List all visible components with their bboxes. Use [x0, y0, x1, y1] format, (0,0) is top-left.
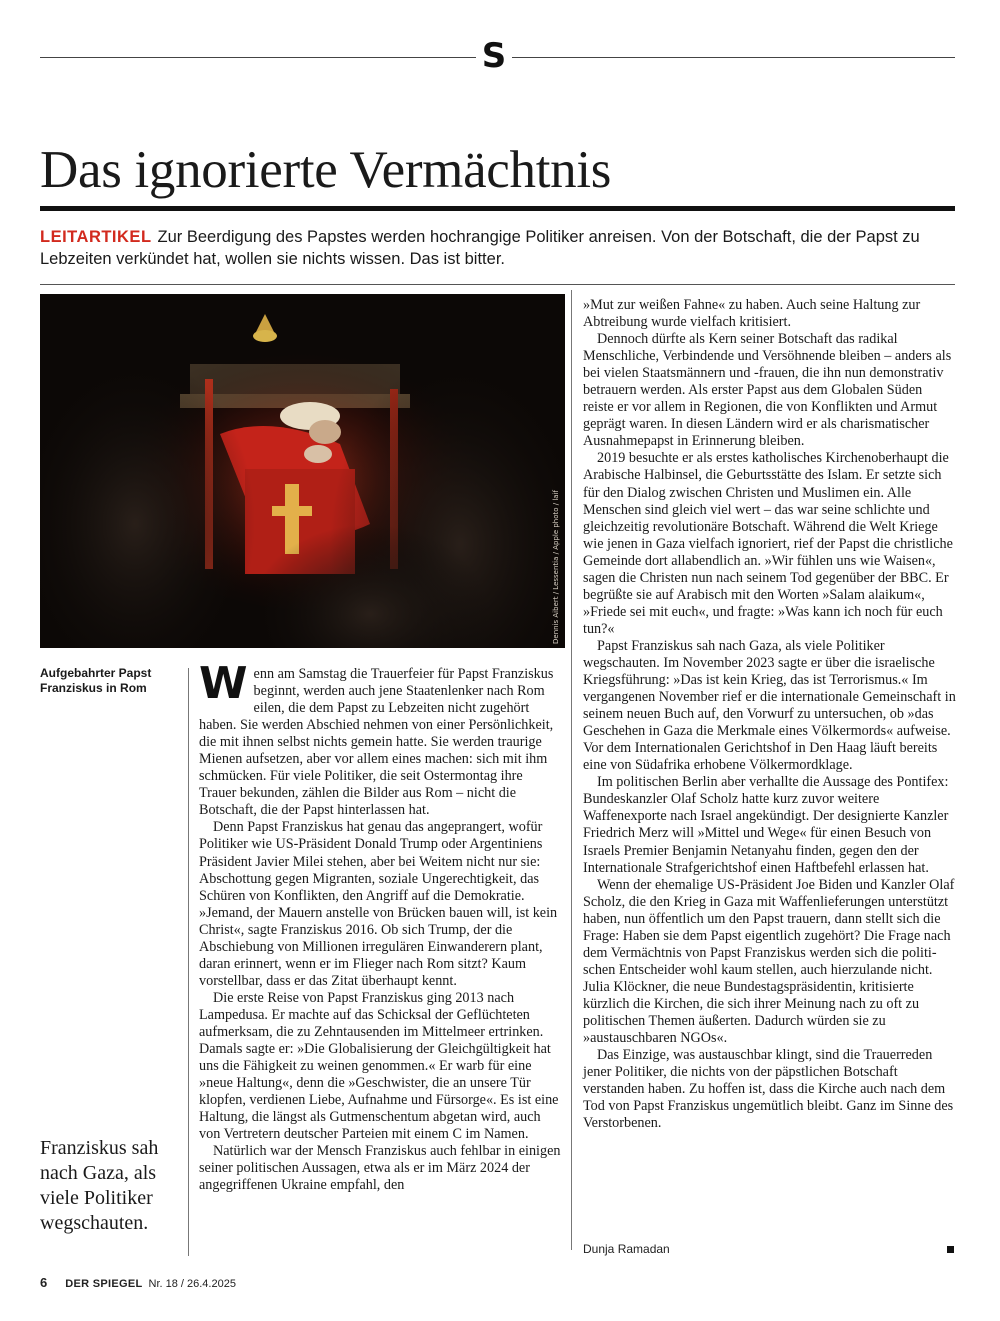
pull-quote: Franziskus sah nach Gaza, als viele Politiker wegschauten.: [40, 1137, 159, 1234]
column-divider-right: [571, 290, 572, 1250]
paragraph: »Mut zur weißen Fahne« zu haben. Auch seine Haltung zur Abtreibung wurde vielfach kritisiert.: [583, 297, 921, 331]
paragraph: Im politischen Berlin aber verhallte die Aussage des Pontifex: Bundeskanzler Olaf Scholz hatte kurz zuvor weitere Waffenexporte nach Israel angekündigt. Der designierte Kanzler Friedrich Merz will »Mittel und Wege« für einen Besuch von Israels Premier Benjamin Netanyahu finden, gegen den der Internationale Strafgerichtshof einen Haftbefehl erlassen hat.: [583, 774, 949, 876]
paragraph: Das Einzige, was austauschbar klingt, sind die Trauerreden jener Politiker, die nichts von der päpstlichen Botschaft verstanden haben. Zu hoffen ist, dass die Kirche auch nach dem Tod von Papst Franziskus ungemütlich bleibt. Ganz im Sinne des Verstorbenen.: [583, 1047, 954, 1132]
pope-lying-in-state-image: [40, 294, 565, 648]
lead-rule: [40, 284, 955, 285]
end-mark: [947, 1246, 954, 1253]
headline: Das ignorierte Vermächtnis: [40, 141, 612, 199]
article-column-2: [199, 658, 563, 1194]
photo-caption: Aufgebahrter Papst Franziskus in Rom: [40, 666, 152, 695]
top-rule-right: [512, 57, 955, 58]
top-rule-left: [40, 57, 476, 58]
paragraph: Dennoch dürfte als Kern seiner Botschaft das radikal Menschliche, Verbindende und Versöhnende bleiben – anders als bei vielen Staatsmännern und -frauen, die ihn nun demonstrativ betrauern werden. Als erster Papst aus dem Globalen Süden reiste er vor allem in Regionen, die von Konflikten und Armut geprägt waren. In diesen Ländern wird er als charismatischer Ausnahmepapst in Erinnerung bleiben.: [583, 331, 952, 450]
drop-cap: W: [199, 658, 248, 709]
paragraph: Papst Franziskus sah nach Gaza, als viele Politiker wegschauten. Im November 2023 sagte er über die israelische Kriegsführung: »Das ist kein Krieg, das ist Terrorismus.« Im vergangenen November rief er die internationale Gemeinschaft in seinem neuen Buch auf, den Vorwurf zu untersuchen, ob »das Geschehen in Gaza die Merkmale eines Völkermords« aufweise. Vor dem Internationalen Gerichtshof in Den Haag läuft bereits eine von Südafrika erhobene Völkermordklage.: [583, 637, 956, 774]
lead-tag: LEITARTIKEL: [40, 228, 152, 246]
photo-credit: Dennis Aibert / Lessentia / Apple photo / laif: [552, 489, 560, 644]
paragraph: Wenn am Samstag die Trauerfeier für Papst Franziskus beginnt, werden auch jene Staatenlenker nach Rom eilen, die dem Papst zu Lebzeiten nicht zugehört haben. Sie werden Abschied nehmen von einer Persönlichkeit, die mit ihnen selbst nichts gemein hatte. Sie werden traurige Mienen aufsetzen, aber vor allem eines machen: sich mit ihm schmücken. Für viele Politiker, die seit Ostermontag ihre Trauer bekunden, zählen die Bilder aus Rom – nicht die Botschaft, die der Papst hinterlassen hat.: [199, 658, 554, 819]
paragraph: 2019 besuchte er als erstes katholisches Kirchenoberhaupt die Arabische Halbinsel, die Geburtsstätte des Islam. Er setzte sich für den Dialog zwischen Christen und Muslimen ein. Alle Menschen sind gleich viel wert – das war seine schlichte und gleichzeitig revolutionäre Botschaft. Während die Welt Kriege wie jenen in Gaza vielfach ignoriert, rief der Papst die christliche Gemeinde dort allabendlich an. »Wir fühlen uns wie Waisen«, sagen die Christen nun nach seinem Tod gegenüber der BBC. Er begrüßte sie auf Arabisch mit den Worten »Salam alaikum«, »Friede sei mit euch«, und fragte: »Was kann ich noch für euch tun?«: [583, 450, 953, 637]
page-number: 6: [40, 1275, 48, 1290]
article-photo: [40, 294, 565, 648]
headline-rule: [40, 206, 955, 211]
paragraph: Denn Papst Franziskus hat genau das angeprangert, wofür Politiker wie US-Präsident Donald Trump oder Argentiniens Präsident Javier Milei stehen, aber bei Weitem nicht nur sie: Abschottung gegen Migranten, soziale Ungerechtigkeit, das Schüren von Konflikten, den Angriff auf die Demokratie. »Jemand, der Mauern anstelle von Brücken bauen will, ist kein Christ«, sagte Franziskus 2016. Ob sich Trump, der die Abschiebung von Millionen irregulären Einwanderern plant, daran erinnert, wenn er im Flieger nach Rom sitzt? Kaum vorstellbar, dass er das Zitat überhaupt kennt.: [199, 819, 558, 989]
section-logo: S: [476, 36, 512, 76]
author-name: Dunja Ramadan: [583, 1242, 670, 1256]
issue-info: Nr. 18 / 26.4.2025: [148, 1278, 236, 1290]
page-footer: [40, 1275, 236, 1290]
lead-paragraph: [40, 226, 955, 270]
paragraph: Wenn der ehemalige US-Präsident Joe Biden und Kanzler Olaf Scholz, die den Krieg in Gaza mit Waffenlieferungen unterstützt haben, nun öffentlich um den Papst trauern, dann stellt sich die Frage: Haben sie dem Papst eigentlich zugehört? Die Frage nach dem Vermächtnis von Papst Franziskus werden sich die politischen Entscheider wohl kaum stellen, auch hierzulande nicht. Julia Klöckner, die neue Bundestagspräsidentin, kritisierte kürzlich die Kirchen, die sich ihrer Meinung nach zu oft zu politischen Themen äußerten. Dadurch würden sie zu »austauschbaren NGOs«.: [583, 876, 955, 1047]
paragraph: Natürlich war der Mensch Franziskus auch fehlbar in einigen seiner politischen Aussagen, etwa als er im März 2024 der angegriffenen Ukraine empfahl, den: [199, 1143, 561, 1194]
article-column-3: [583, 297, 956, 1132]
column-divider-left: [188, 668, 189, 1256]
magazine-name: DER SPIEGEL: [65, 1278, 143, 1290]
paragraph: Die erste Reise von Papst Franziskus ging 2013 nach Lampedusa. Er machte auf das Schicksal der Geflüchteten aufmerksam, die zu Zehntausenden im Mittelmeer ertrinken. Damals sagte er: »Die Globalisierung der Gleichgültigkeit hat uns die Fähigkeit zu weinen genommen.« Er warb für eine »neue Haltung«, denn die »Geschwister, die an unsere Tür klopfen, verdienen Liebe, Aufnahme und Fürsorge«. Es ist eine Haltung, die längst als Gutmenschentum abgetan wird, auch von Vertretern deutscher Parteien mit einem C im Namen.: [199, 989, 559, 1143]
lead-text: Zur Beerdigung des Papstes werden hochrangige Politiker anreisen. Von der Botschaft, die der Papst zu Lebzeiten verkündet hat, wollen sie nichts wissen. Das ist bitter.: [40, 228, 920, 268]
